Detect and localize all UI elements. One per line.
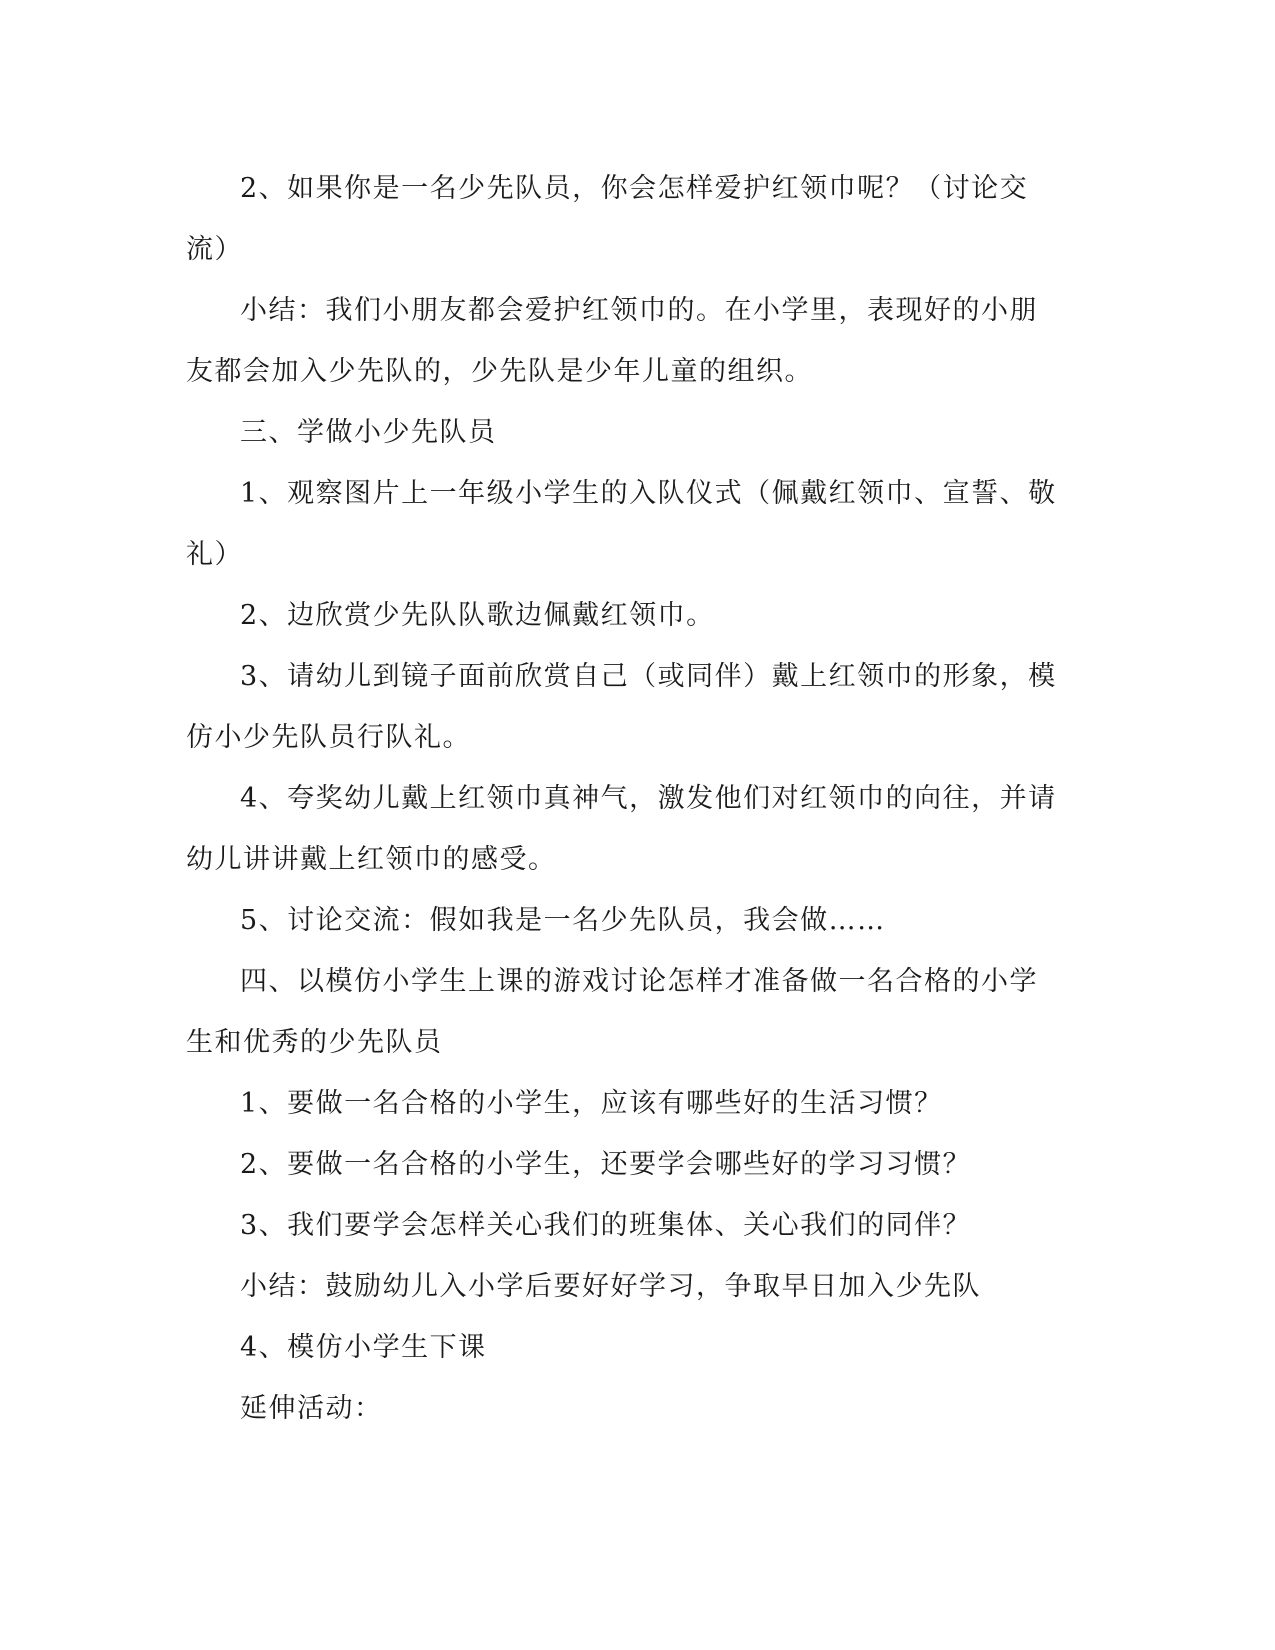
paragraph-study-habits: 2、要做一名合格的小学生，还要学会哪些好的学习习惯？ [240, 1149, 972, 1180]
paragraph-wear-scarf: 2、边欣赏少先队队歌边佩戴红领巾。 [240, 600, 715, 631]
paragraph-mirror: 3、请幼儿到镜子面前欣赏自己（或同伴）戴上红领巾的形象，模仿小少先队员行队礼。 [186, 661, 1057, 753]
paragraph-end-class: 4、模仿小学生下课 [240, 1332, 487, 1363]
document-body [186, 158, 1066, 1439]
section-heading-3: 三、学做小少先队员 [240, 417, 497, 448]
paragraph-observe-ceremony: 1、观察图片上一年级小学生的入队仪式（佩戴红领巾、宣誓、敬礼） [186, 478, 1057, 570]
paragraph-life-habits: 1、要做一名合格的小学生，应该有哪些好的生活习惯？ [240, 1088, 943, 1119]
paragraph-summary-2: 小结：鼓励幼儿入小学后要好好学习，争取早日加入少先队 [240, 1271, 981, 1302]
paragraph-care-class: 3、我们要学会怎样关心我们的班集体、关心我们的同伴？ [240, 1210, 972, 1241]
paragraph-extension: 延伸活动： [240, 1393, 383, 1424]
paragraph-summary-1: 小结：我们小朋友都会爱护红领巾的。在小学里，表现好的小朋友都会加入少先队的，少先队是少年儿童的组织。 [186, 295, 1038, 387]
paragraph-discuss-pioneer: 5、讨论交流：假如我是一名少先队员，我会做…… [240, 905, 886, 936]
paragraph-discuss-care: 2、如果你是一名少先队员，你会怎样爱护红领巾呢？（讨论交流） [186, 173, 1029, 265]
section-heading-4: 四、以模仿小学生上课的游戏讨论怎样才准备做一名合格的小学生和优秀的少先队员 [186, 966, 1038, 1058]
paragraph-praise: 4、夸奖幼儿戴上红领巾真神气，激发他们对红领巾的向往，并请幼儿讲讲戴上红领巾的感受。 [186, 783, 1057, 875]
